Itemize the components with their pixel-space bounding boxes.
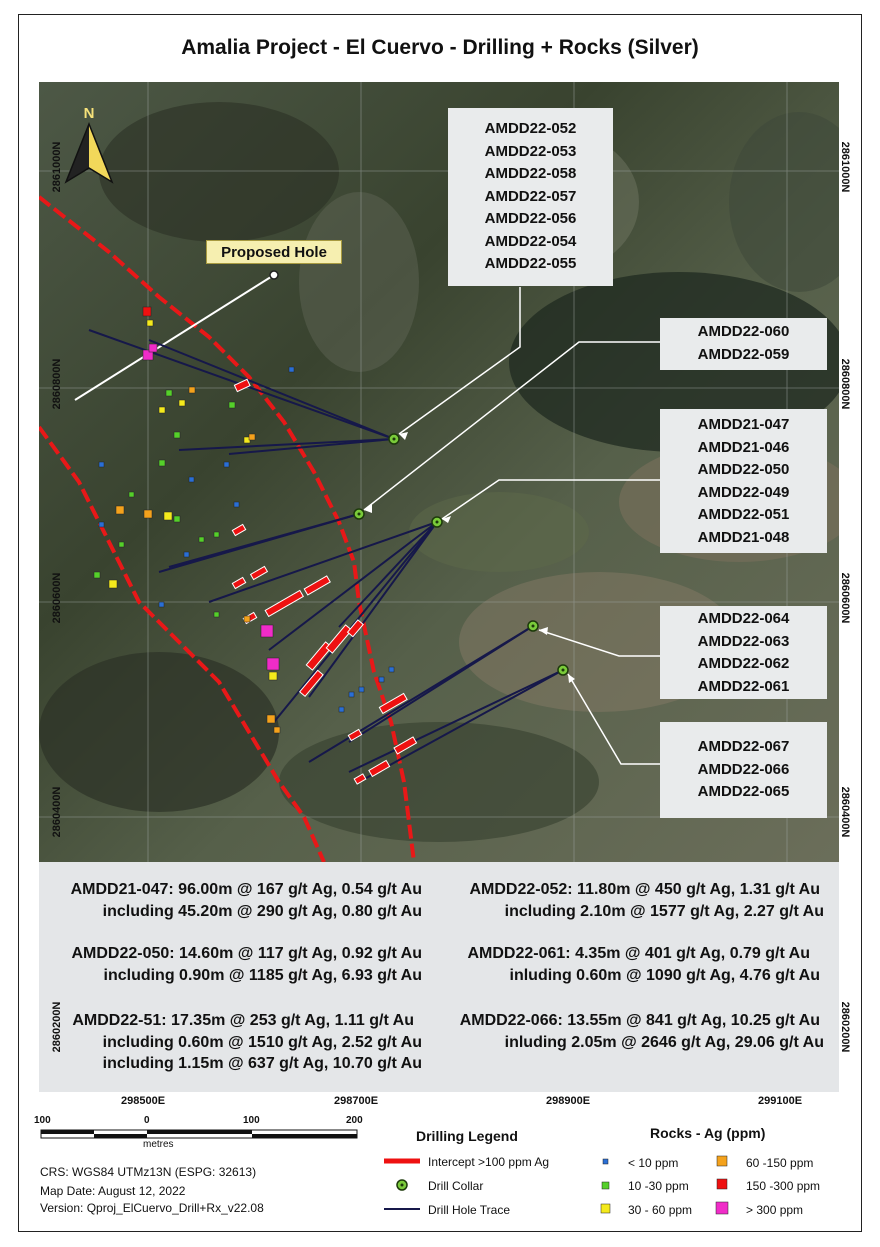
drilling-legend-symbols bbox=[382, 1152, 422, 1222]
result-main: AMDD22-052: 11.80m @ 450 g/t Ag, 1.31 g/t Au bbox=[469, 881, 820, 898]
northing-label: 2860600N bbox=[839, 572, 851, 624]
result-main: AMDD22-061: 4.35m @ 401 g/t Ag, 0.79 g/t Au bbox=[467, 945, 810, 962]
rock-legend-label: > 300 ppm bbox=[746, 1203, 804, 1217]
result-sub: including 0.90m @ 1185 g/t Ag, 6.93 g/t Au bbox=[103, 967, 422, 984]
result-main: AMDD22-51: 17.35m @ 253 g/t Ag, 1.11 g/t Au bbox=[72, 1012, 414, 1029]
hole-label-group5: AMDD22-067 AMDD22-066 AMDD22-065 bbox=[660, 722, 827, 818]
hole-label-group2: AMDD22-060 AMDD22-059 bbox=[660, 318, 827, 370]
rocks-legend-left-symbols bbox=[598, 1155, 618, 1219]
crs-text: CRS: WGS84 UTMz13N (ESPG: 32613) bbox=[40, 1165, 257, 1179]
drilling-legend-title: Drilling Legend bbox=[416, 1128, 518, 1144]
northing-label: 2861000N bbox=[51, 141, 63, 193]
rocks-legend-title: Rocks - Ag (ppm) bbox=[650, 1125, 766, 1141]
result-sub: including 45.20m @ 290 g/t Ag, 0.80 g/t Au bbox=[102, 903, 422, 920]
result-main: AMDD22-050: 14.60m @ 117 g/t Ag, 0.92 g/t Au bbox=[71, 945, 422, 962]
result-sub: including 2.10m @ 1577 g/t Ag, 2.27 g/t Au bbox=[504, 903, 824, 920]
northing-label: 2860400N bbox=[51, 786, 63, 838]
northing-label: 2860200N bbox=[51, 1001, 63, 1053]
easting-label: 298900E bbox=[546, 1095, 591, 1107]
map-title: Amalia Project - El Cuervo - Drilling + Rocks (Silver) bbox=[181, 36, 699, 59]
legend-label: Intercept >100 ppm Ag bbox=[428, 1155, 550, 1169]
north-letter: N bbox=[83, 105, 95, 122]
result-main: AMDD21-047: 96.00m @ 167 g/t Ag, 0.54 g/t Au bbox=[70, 881, 422, 898]
legend-label: Drill Hole Trace bbox=[428, 1203, 511, 1217]
northing-label: 2861000N bbox=[839, 141, 851, 193]
hole-label-group1: AMDD22-052 AMDD22-053 AMDD22-058 AMDD22-057 AMDD22-056 AMDD22-054 AMDD22-055 bbox=[448, 108, 613, 286]
northing-label: 2860800N bbox=[839, 358, 851, 410]
rock-legend-label: 150 -300 ppm bbox=[746, 1179, 821, 1193]
result-main: AMDD22-066: 13.55m @ 841 g/t Ag, 10.25 g/t Au bbox=[459, 1012, 820, 1029]
scale-unit: metres bbox=[143, 1139, 174, 1150]
rock-legend-label: 60 -150 ppm bbox=[746, 1156, 814, 1170]
rock-legend-label: < 10 ppm bbox=[628, 1156, 679, 1170]
hole-label-group4: AMDD22-064 AMDD22-063 AMDD22-062 AMDD22-061 bbox=[660, 606, 827, 699]
rocks-legend-right-symbols bbox=[714, 1153, 734, 1219]
northing-label: 2860400N bbox=[839, 786, 851, 838]
scale-tick: 200 bbox=[346, 1115, 363, 1126]
scale-tick: 100 bbox=[34, 1115, 51, 1126]
easting-label: 299100E bbox=[758, 1095, 803, 1107]
result-sub: including 0.60m @ 1510 g/t Ag, 2.52 g/t Au bbox=[102, 1034, 422, 1051]
result-sub: inluding 2.05m @ 2646 g/t Ag, 29.06 g/t Au bbox=[504, 1034, 824, 1051]
northing-label: 2860200N bbox=[839, 1001, 851, 1053]
easting-label: 298500E bbox=[121, 1095, 166, 1107]
rock-legend-label: 10 -30 ppm bbox=[628, 1179, 689, 1193]
rock-legend-label: 30 - 60 ppm bbox=[628, 1203, 693, 1217]
proposed-hole-label: Proposed Hole bbox=[206, 240, 342, 264]
map-date-text: Map Date: August 12, 2022 bbox=[40, 1184, 186, 1198]
result-sub: inluding 0.60m @ 1090 g/t Ag, 4.76 g/t Au bbox=[509, 967, 820, 984]
north-arrow-icon bbox=[62, 104, 116, 184]
scale-tick: 0 bbox=[144, 1115, 150, 1126]
result-sub: including 1.15m @ 637 g/t Ag, 10.70 g/t Au bbox=[102, 1055, 422, 1072]
easting-label: 298700E bbox=[334, 1095, 379, 1107]
legend-label: Drill Collar bbox=[428, 1179, 484, 1193]
scale-tick: 100 bbox=[243, 1115, 260, 1126]
hole-label-group3: AMDD21-047 AMDD21-046 AMDD22-050 AMDD22-049 AMDD22-051 AMDD21-048 bbox=[660, 409, 827, 553]
northing-label: 2860600N bbox=[51, 572, 63, 624]
version-text: Version: Qproj_ElCuervo_Drill+Rx_v22.08 bbox=[40, 1201, 264, 1215]
scale-bar bbox=[40, 1128, 360, 1140]
northing-label: 2860800N bbox=[51, 358, 63, 410]
